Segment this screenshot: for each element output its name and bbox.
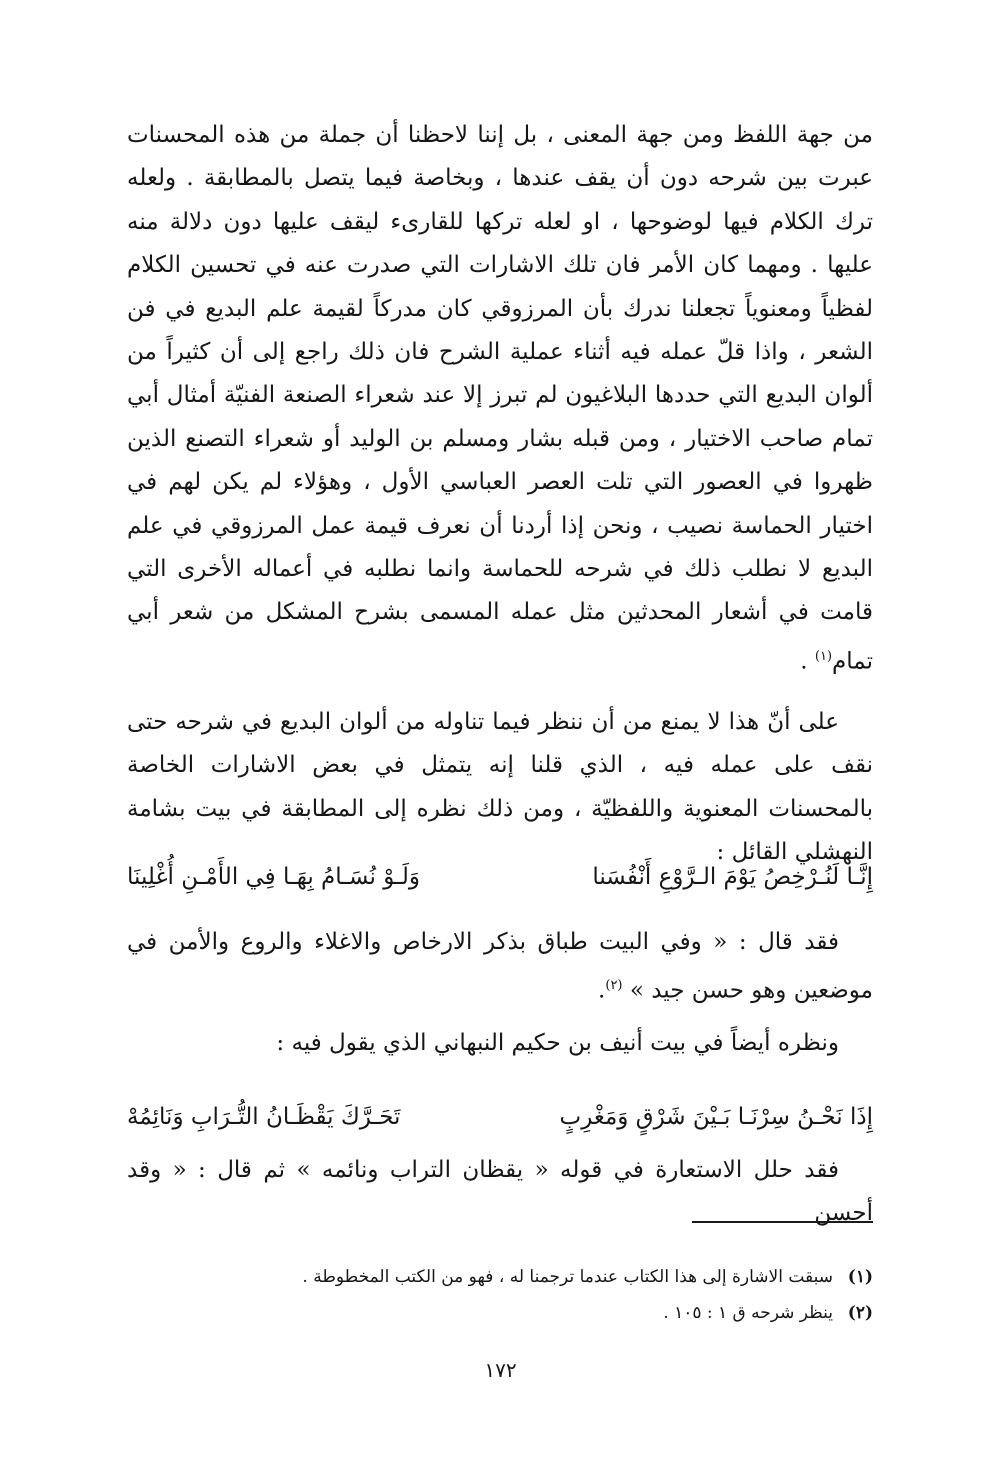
paragraph-1-text: من جهة اللفظ ومن جهة المعنى ، بل إننا لاحظنا أن جملة من هذه المحسنات عبرت بين شرحه دون أن يقف عندها ، وبخاصة فيما يتصل بالمطابقة . ولعله ترك الكلام فيها لوضوحها ، او لعله تركها للقارىء ليقف عليها دون دلالة منه عليها . ومهما كان الأمر فان تلك الاشارات التي صدرت عنه في تحسين الكلام لفظياً ومعنوياً تجعلنا ندرك بأن المرزوقي كان مدركاً لقيمة علم البديع في فن الشعر ، واذا قلّ عمله فيه أثناء عملية الشرح فان ذلك راجع إلى أن كثيراً من ألوان البديع التي حددها البلاغيون لم تبرز إلا عند شعراء الصنعة الفنيّة أمثال أبي تمام صاحب الاختيار ، ومن قبله بشار ومسلم بن الوليد أو شعراء التصنع الذين ظهروا في العصور التي تلت العصر العباسي الأول ، وهؤلاء لم يكن لهم في اختيار الحماسة نصيب ، ونحن إذا أردنا أن نعرف قيمة عمل المرزوقي في علم البديع لا نطلب ذلك في شرحه للحماسة وانما نطلبه في أعماله الأخرى التي قامت في أشعار المحدثين مثل عمله المسمى بشرح المشكل من شعر أبي تمام bbox=[127, 122, 873, 675]
paragraph-2: على أنّ هذا لا يمنع من أن ننظر فيما تناوله من ألوان البديع في شرحه حتى نقف على عمله فيه ، الذي قلنا إنه يتمثل في بعض الاشارات الخاصة بالمحسنات المعنوية واللفظيّة ، ومن ذلك نظره إلى المطابقة في بيت بشامة النهشلي القائل : bbox=[127, 709, 873, 866]
paragraph-3-end: . bbox=[598, 978, 606, 1005]
paragraph-5: فقد حلل الاستعارة في قوله « يقظان التراب ونائمه » ثم قال : « وقد أحسن bbox=[127, 1157, 873, 1227]
verse-bashama bbox=[127, 852, 873, 902]
paragraph-4: ونظره أيضاً في بيت أنيف بن حكيم النبهاني الذي يقول فيه : bbox=[276, 1030, 839, 1056]
footnote-2-text: ينظر شرحه ق ١ : ١٠٥ . bbox=[663, 1303, 833, 1323]
footnote-separator bbox=[692, 1221, 873, 1223]
paragraph-1 bbox=[127, 114, 873, 684]
footnote-ref-2: (٢) bbox=[605, 978, 623, 994]
footnote-2-mark: (٢) bbox=[847, 1303, 873, 1323]
footnote-2 bbox=[127, 1295, 873, 1331]
paragraph-3 bbox=[127, 921, 873, 1013]
footnote-1-mark: (١) bbox=[847, 1267, 873, 1287]
paragraph-3-text: فقد قال : « وفي البيت طباق بذكر الارخاص والاغلاء والروع والأمن في موضعين وهو حسن جيد » bbox=[127, 929, 873, 1005]
footnote-1-text: سبقت الاشارة إلى هذا الكتاب عندما ترجمنا له ، فهو من الكتب المخطوطة . bbox=[302, 1267, 833, 1287]
footnotes bbox=[127, 1259, 873, 1331]
footnote-1 bbox=[127, 1259, 873, 1295]
verse-1-first-hemistich: إِنَّـا لَنُـرْخِصُ يَوْمَ الـرَّوْعِ أَنْفُسَنا bbox=[592, 864, 873, 890]
footnote-ref-1: (١) bbox=[814, 648, 833, 664]
verse-2-second-hemistich: تَحَـرَّكَ يَقْظَـانُ التُّـرَابِ وَنَائِمُهْ bbox=[127, 1104, 401, 1130]
page-number: ١٧٢ bbox=[484, 1358, 517, 1382]
verse-1-second-hemistich: وَلَـوْ نُسَـامُ بِهَـا فِي الأَمْـنِ أُغْلِينَا bbox=[127, 864, 421, 890]
verse-2-first-hemistich: إِذَا نَحْـنُ سِرْنَـا بَـيْنَ شَرْقٍ وَمَغْرِبٍ bbox=[559, 1104, 873, 1130]
verse-unaif bbox=[127, 1092, 873, 1142]
paragraph-1-end: . bbox=[800, 648, 815, 675]
